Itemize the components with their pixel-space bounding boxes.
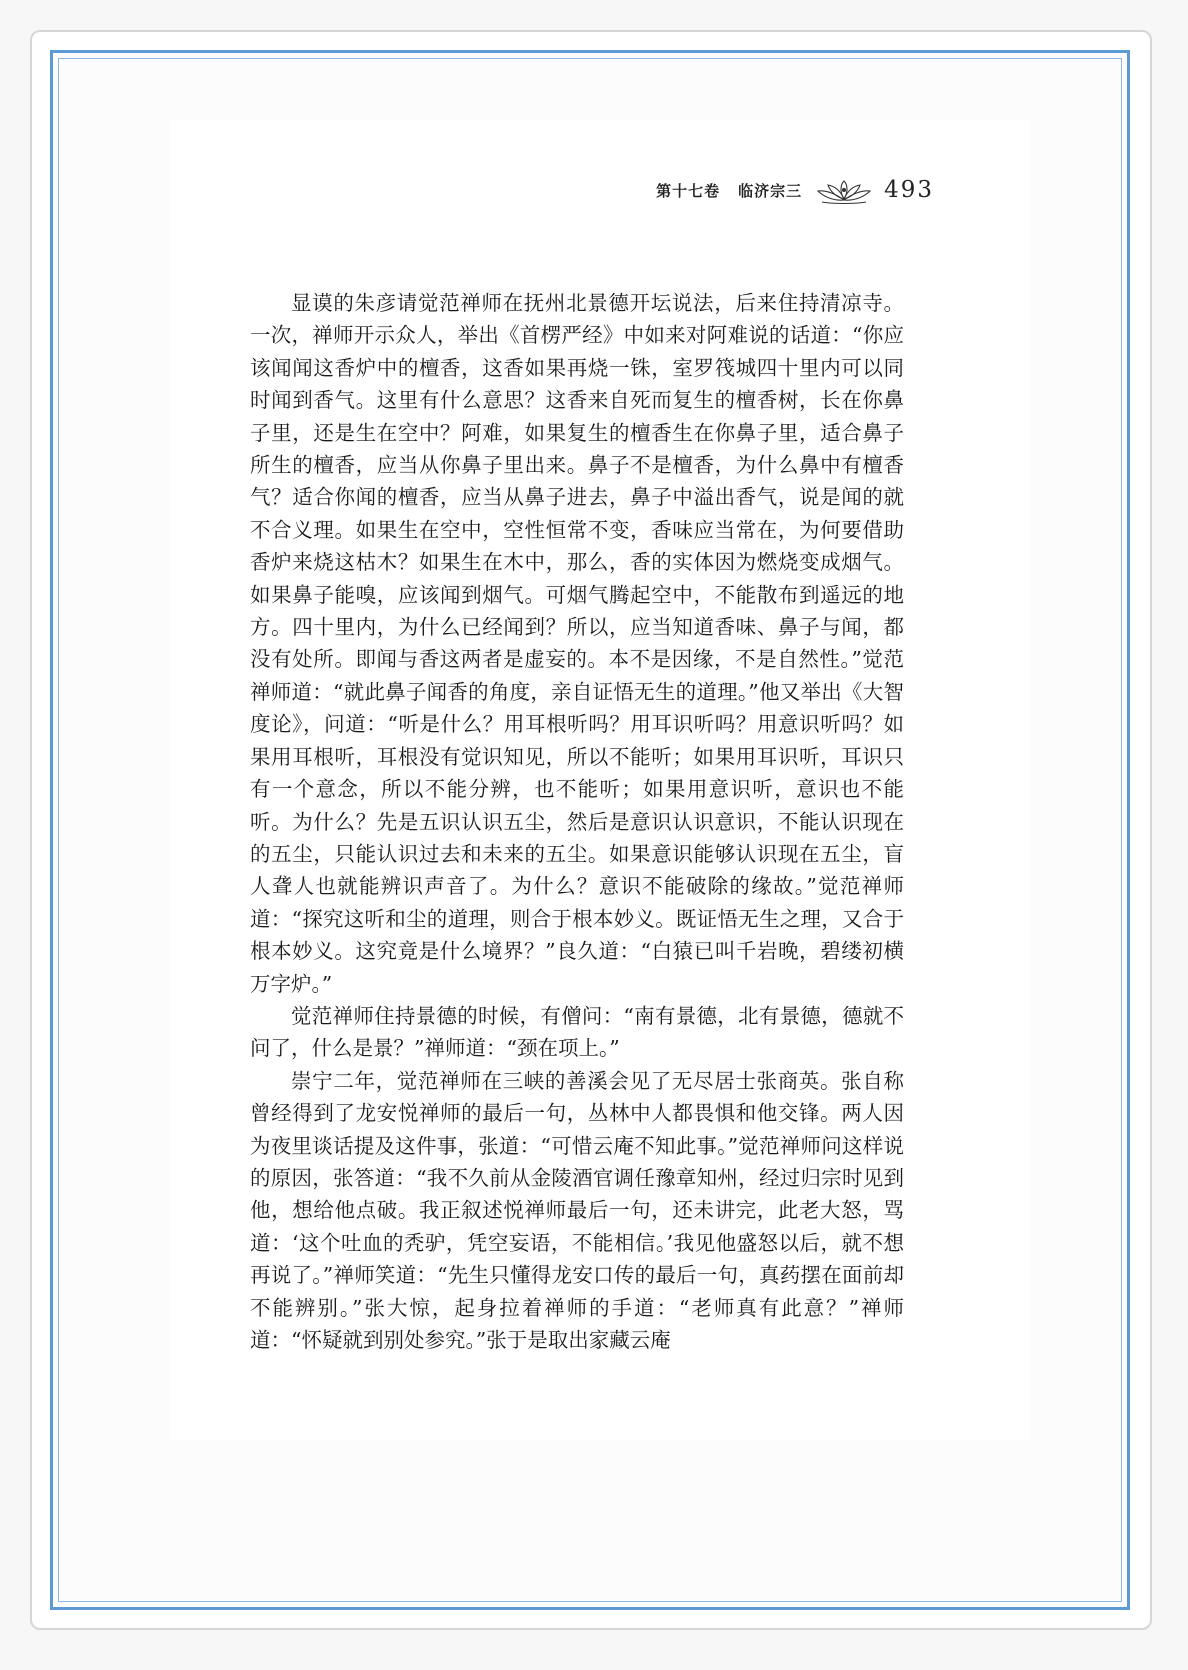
running-head <box>656 175 934 205</box>
body-text <box>250 287 904 1356</box>
paragraph: 显谟的朱彦请觉范禅师在抚州北景德开坛说法，后来住持清凉寺。一次，禅师开示众人，举出《首楞严经》中如来对阿难说的话道：“你应该闻闻这香炉中的檀香，这香如果再烧一铢，室罗筏城四十里内可以同时闻到香气。这里有什么意思？这香来自死而复生的檀香树，长在你鼻子里，还是生在空中？阿难，如果复生的檀香生在你鼻子里，适合鼻子所生的檀香，应当从你鼻子里出来。鼻子不是檀香，为什么鼻中有檀香气？适合你闻的檀香，应当从鼻子进去，鼻子中溢出香气，说是闻的就不合义理。如果生在空中，空性恒常不变，香味应当常在，为何要借助香炉来烧这枯木？如果生在木中，那么，香的实体因为燃烧变成烟气。如果鼻子能嗅，应该闻到烟气。可烟气腾起空中，不能散布到遥远的地方。四十里内，为什么已经闻到？所以，应当知道香味、鼻子与闻，都没有处所。即闻与香这两者是虚妄的。本不是因缘，不是自然性。”觉范禅师道：“就此鼻子闻香的角度，亲自证悟无生的道理。”他又举出《大智度论》，问道：“听是什么？用耳根听吗？用耳识听吗？用意识听吗？如果用耳根听，耳根没有觉识知见，所以不能听；如果用耳识听，耳识只有一个意念，所以不能分辨，也不能听；如果用意识听，意识也不能听。为什么？先是五识认识五尘，然后是意识认识意识，不能认识现在的五尘，只能认识过去和未来的五尘。如果意识能够认识现在五尘，盲人聋人也就能辨识声音了。为什么？意识不能破除的缘故。”觉范禅师道：“探究这听和尘的道理，则合于根本妙义。既证悟无生之理，又合于根本妙义。这究竟是什么境界？”良久道：“白猿已叫千岩晚，碧缕初横万字炉。” <box>250 291 904 996</box>
running-head-volume: 第十七卷 <box>656 181 721 200</box>
book-page <box>170 120 1030 1440</box>
lotus-ornament-icon <box>816 175 872 205</box>
paragraph: 崇宁二年，觉范禅师在三峡的善溪会见了无尽居士张商英。张自称曾经得到了龙安悦禅师的最后一句，丛林中人都畏惧和他交锋。两人因为夜里谈话提及这件事，张道：“可惜云庵不知此事。”觉范禅师问这样说的原因，张答道：“我不久前从金陵酒官调任豫章知州，经过归宗时见到他，想给他点破。我正叙述悦禅师最后一句，还未讲完，此老大怒，骂道：‘这个吐血的秃驴，凭空妄语，不能相信。’我见他盛怒以后，就不想再说了。”禅师笑道：“先生只懂得龙安口传的最后一句，真药摆在面前却不能辨别。”张大惊，起身拉着禅师的手道：“老师真有此意？”禅师道：“怀疑就到别处参究。”张于是取出家藏云庵 <box>250 1068 904 1352</box>
running-head-section: 临济宗三 <box>738 181 803 200</box>
paragraph: 觉范禅师住持景德的时候，有僧问：“南有景德，北有景德，德就不问了，什么是景？”禅师道：“颈在项上。” <box>250 1003 904 1061</box>
page-number: 493 <box>884 177 934 203</box>
